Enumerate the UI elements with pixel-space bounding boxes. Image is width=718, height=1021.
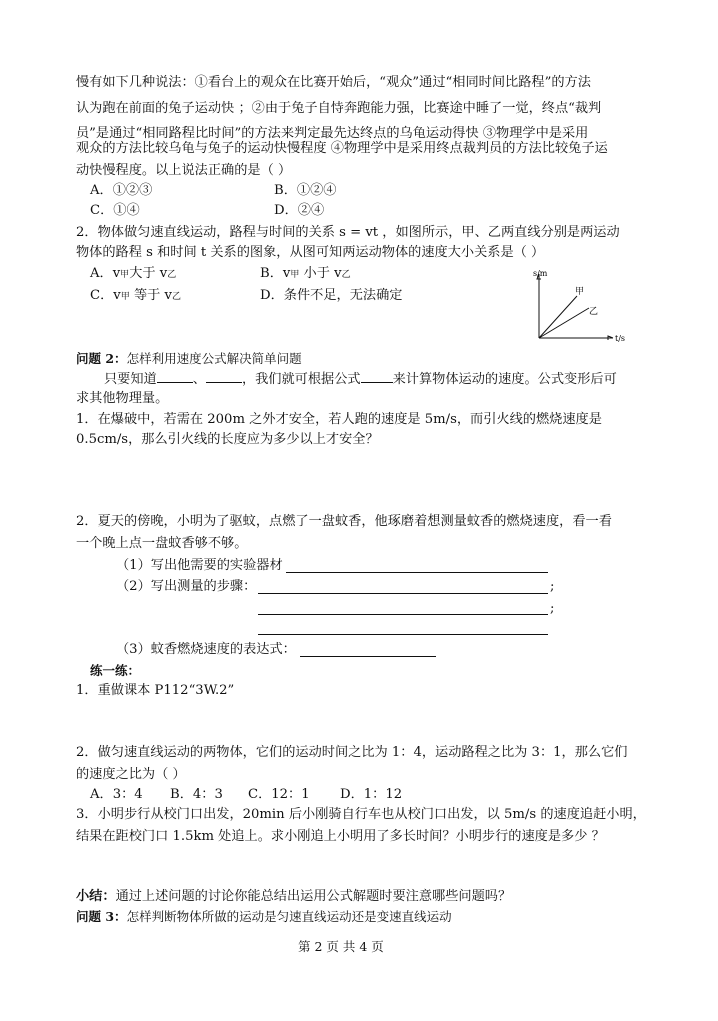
q2-line-2: 物体的路程 s 和时间 t 关系的图象，从图可知两运动物体的速度大小关系是（ ） xyxy=(76,245,545,260)
q2-option-b: B．v甲 小于 v乙 xyxy=(260,266,351,281)
practice-1: 1．重做课本 P112“3W.2” xyxy=(76,683,235,698)
summary: 小结：通过上述问题的讨论你能总结出运用公式解题时要注意哪些问题吗？ xyxy=(76,889,512,904)
semicolon-1: ; xyxy=(550,579,555,594)
answer-line-step-1 xyxy=(258,593,548,594)
graph-line-yi xyxy=(539,308,589,338)
practice-2-option-c: C．12：1 xyxy=(248,787,310,802)
s-t-graph xyxy=(527,268,627,348)
q1-line-5: 动快慢程度。以上说法正确的是（ ） xyxy=(76,163,292,178)
q1-option-c: C．①④ xyxy=(90,203,140,218)
q2-option-a: A．v甲大于 v乙 xyxy=(90,266,177,281)
graph-line-jia xyxy=(539,296,577,338)
practice-2-option-b: B．4：3 xyxy=(170,787,223,802)
q2-option-c: C．v甲 等于 v乙 xyxy=(90,288,181,303)
practice-2-option-d: D．1：12 xyxy=(340,787,403,802)
graph-y-label: s/m xyxy=(533,269,548,278)
answer-line-step-3 xyxy=(258,634,548,635)
practice-2-option-a: A．3：4 xyxy=(90,787,143,802)
q1-line-4: 观众的方法比较乌龟与兔子的运动快慢程度 ④物理学中是采用终点裁判员的方法比较兔子运 xyxy=(76,141,608,156)
practice-3-line-1: 3．小明步行从校门口出发，20min 后小刚骑自行车也从校门口出发，以 5m/s 的速度追赶小明， xyxy=(76,807,646,822)
example2-line-1: 2．夏天的傍晚，小明为了驱蚊，点燃了一盘蚊香，他琢磨着想测量蚊香的燃烧速度，看一看 xyxy=(76,514,612,529)
problem2-intro-2: 求其他物理量。 xyxy=(76,391,169,406)
graph-x-label: t/s xyxy=(615,334,626,343)
example2-sub-2: （2）写出测量的步骤： xyxy=(116,579,257,594)
graph-label-yi: 乙 xyxy=(589,307,599,317)
problem2-intro: 只要知道 、 ，我们就可根据公式 来计算物体运动的速度。公式变形后可 xyxy=(104,372,617,387)
answer-line-equipment xyxy=(286,572,548,573)
practice-heading: 练一练： xyxy=(90,663,141,678)
example2-sub-3: （3）蚊香燃烧速度的表达式： xyxy=(116,642,296,657)
semicolon-2: ; xyxy=(550,601,555,616)
example1-line-2: 0.5cm/s，那么引火线的长度应为多少以上才安全？ xyxy=(76,432,379,447)
example2-line-2: 一个晚上点一盘蚊香够不够。 xyxy=(76,536,248,551)
example1-line-1: 1．在爆破中，若需在 200m 之外才安全，若人跑的速度是 5m/s，而引火线的燃烧速度是 xyxy=(76,412,602,427)
problem2-heading: 问题 2：怎样利用速度公式解决简单问题 xyxy=(76,351,302,366)
problem3-heading: 问题 3：怎样判断物体所做的运动是匀速直线运动还是变速直线运动 xyxy=(76,909,452,924)
graph-label-jia: 甲 xyxy=(575,287,585,297)
practice-2-line-2: 的速度之比为（ ） xyxy=(76,767,186,782)
q2-line-1: 2．物体做匀速直线运动，路程与时间的关系 s = vt ，如图所示，甲、乙两直线分别是两运动 xyxy=(76,225,620,240)
example2-sub-1: （1）写出他需要的实验器材 xyxy=(116,558,283,573)
q1-line-3: 员”是通过“相同路程比时间”的方法来判定最先达终点的乌龟运动得快 ③物理学中是采用 xyxy=(76,126,589,141)
answer-line-expression xyxy=(300,656,436,657)
page-footer: 第 2 页 共 4 页 xyxy=(298,939,384,954)
q1-option-b: B．①②④ xyxy=(274,183,337,198)
q1-option-a: A．①②③ xyxy=(90,183,153,198)
answer-line-step-2 xyxy=(258,614,548,615)
practice-2-line-1: 2．做匀速直线运动的两物体，它们的运动时间之比为 1：4，运动路程之比为 3：1，那么它们 xyxy=(76,745,628,760)
q1-option-d: D．②④ xyxy=(274,203,325,218)
q2-option-d: D．条件不足，无法确定 xyxy=(260,288,403,303)
q1-line-2: 认为跑在前面的兔子运动快 ；②由于兔子自恃奔跑能力强，比赛途中睡了一觉，终点“裁判 xyxy=(76,101,602,116)
practice-3-line-2: 结果在距校门口 1.5km 处追上。求小刚追上小明用了多长时间？小明步行的速度是多少 ？ xyxy=(76,829,605,844)
q1-line-1: 慢有如下几种说法：①看台上的观众在比赛开始后，“观众”通过“相同时间比路程”的方法 xyxy=(76,75,591,90)
